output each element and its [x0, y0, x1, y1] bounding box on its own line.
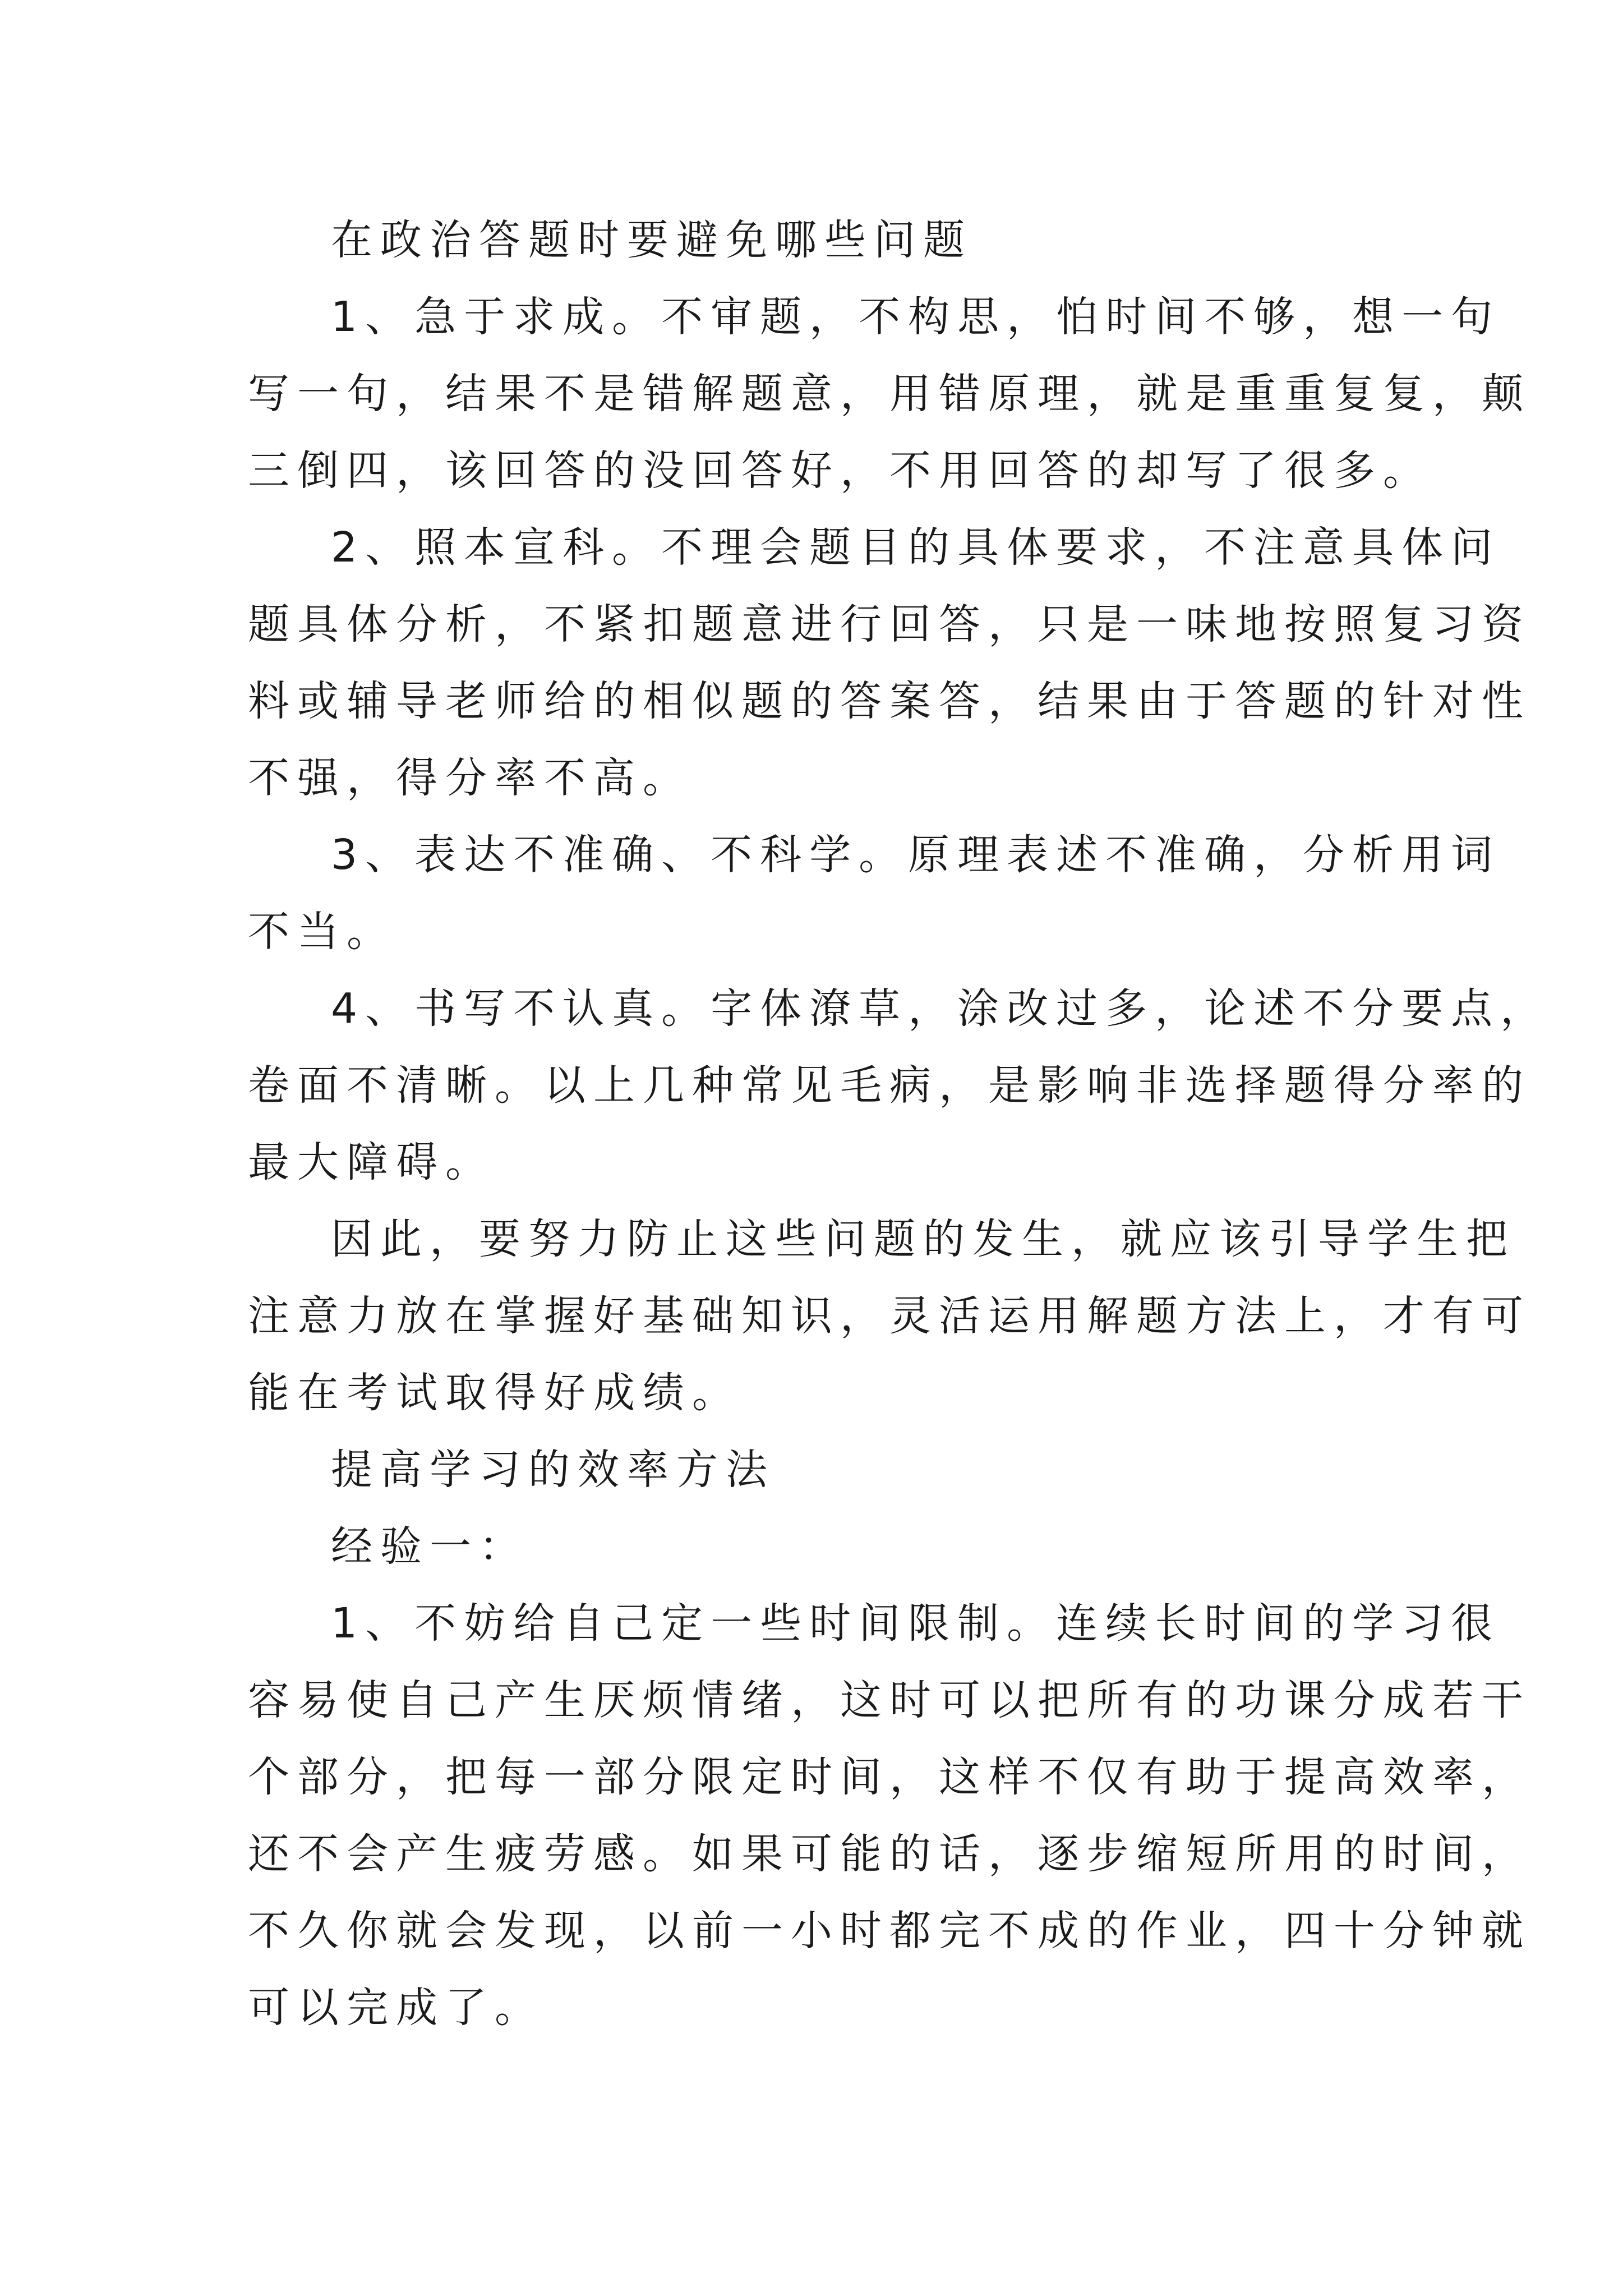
text-line: 不久你就会发现，以前一小时都完不成的作业，四十分钟就	[248, 1907, 1531, 1955]
text-line: 三倒四，该回答的没回答好，不用回答的却写了很多。	[248, 447, 1432, 495]
text-line: 不强，得分率不高。	[248, 754, 692, 802]
text-line: 写一句，结果不是错解题意，用错原理，就是重重复复，颠	[248, 370, 1531, 418]
text-line: 卷面不清晰。以上几种常见毛病，是影响非选择题得分率的	[248, 1061, 1531, 1110]
text-line: 注意力放在掌握好基础知识，灵活运用解题方法上，才有可	[248, 1292, 1531, 1340]
text-line: 个部分，把每一部分限定时间，这样不仅有助于提高效率，	[248, 1753, 1531, 1801]
text-line: 可以完成了。	[248, 1984, 544, 2032]
text-line: 最大障碍。	[248, 1138, 495, 1186]
text-line: 1、不妨给自己定一些时间限制。连续长时间的学习很	[331, 1599, 1501, 1648]
text-line: 容易使自己产生厌烦情绪，这时可以把所有的功课分成若干	[248, 1676, 1531, 1724]
section-heading	[248, 202, 1381, 279]
text-line: 题具体分析，不紧扣题意进行回答，只是一味地按照复习资	[248, 600, 1531, 648]
text-line: 提高学习的效率方法	[331, 1446, 775, 1494]
text-line: 还不会产生疲劳感。如果可能的话，逐步缩短所用的时间，	[248, 1830, 1531, 1878]
text-line: 2、照本宣科。不理会题目的具体要求，不注意具体问	[331, 523, 1501, 572]
text-line: 料或辅导老师给的相似题的答案答，结果由于答题的针对性	[248, 677, 1531, 725]
text-line: 4、书写不认真。字体潦草，涂改过多，论述不分要点，	[331, 984, 1550, 1033]
paragraph	[248, 509, 1531, 817]
text-line: 因此，要努力防止这些问题的发生，就应该引导学生把	[331, 1215, 1515, 1263]
text-line: 经验一：	[331, 1522, 528, 1571]
paragraph	[248, 1201, 1531, 1432]
text-line: 3、表达不准确、不科学。原理表述不准确，分析用词	[331, 831, 1501, 879]
subheading	[248, 1508, 1381, 1585]
paragraph	[248, 279, 1531, 509]
text-line: 在政治答题时要避免哪些问题	[331, 216, 972, 264]
paragraph	[248, 970, 1550, 1201]
text-line: 不当。	[248, 908, 396, 956]
paragraph	[248, 1585, 1531, 2046]
text-line: 能在考试取得好成绩。	[248, 1369, 741, 1417]
paragraph	[248, 817, 1501, 970]
section-heading	[248, 1432, 1381, 1508]
document-body	[248, 202, 1550, 2046]
text-line: 1、急于求成。不审题，不构思，怕时间不够，想一句	[331, 293, 1501, 341]
